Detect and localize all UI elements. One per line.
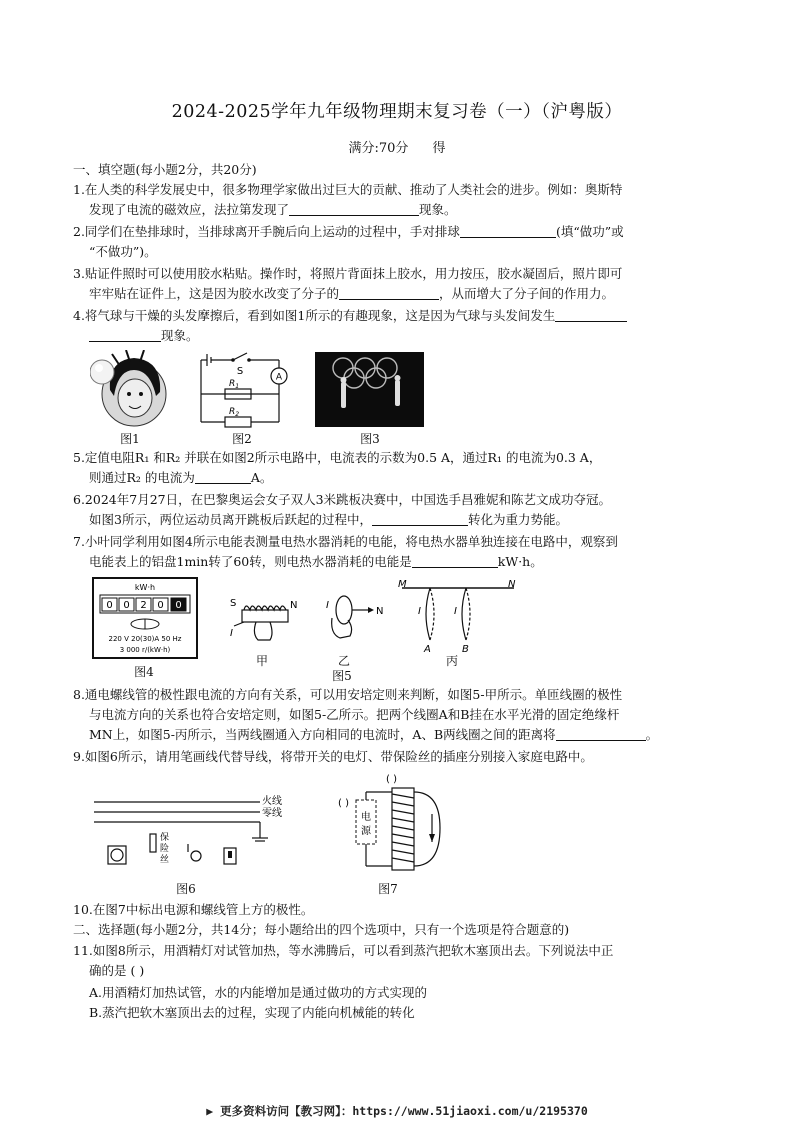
meter-digit: 0: [157, 600, 164, 611]
question-3-tail: ，从而增大了分子间的作用力。: [439, 286, 615, 301]
question-7-tail: kW·h。: [497, 554, 543, 569]
question-9-line-1: 9.如图6所示，请用笔画线代替导线，将带开关的电灯、带保险丝的插座分别接入家庭电路中。: [73, 749, 593, 764]
top-polarity-blank[interactable]: ( ): [386, 774, 397, 785]
question-4-line-1: [73, 306, 723, 326]
answer-blank[interactable]: [372, 511, 468, 526]
switch-label: S: [236, 366, 244, 377]
figure-5-caption: 图5: [332, 669, 352, 683]
question-5-line-1: 5.定值电阻R₁ 和R₂ 并联在如图2所示电路中，电流表的示数为0.5 A，通过R₁ 的电流为0.3 A，: [73, 450, 602, 465]
question-5-line-2: [89, 468, 739, 488]
neutral-wire-label: 零线: [262, 808, 282, 819]
figure-4-caption: 图4: [134, 665, 154, 679]
question-7-line-2: [89, 552, 739, 572]
question-2-text: 2.同学们在垫排球时，当排球离开手腕后向上运动的过程中，手对排球: [73, 224, 460, 239]
question-6-text: 如图3所示，两位运动员离开跳板后跃起的过程中，: [89, 512, 372, 527]
fig5-current-label: I: [230, 628, 233, 639]
coil-a-label: A: [424, 644, 431, 655]
resistor-1-symbol: R: [229, 379, 236, 389]
section-heading-fill-in: 一、填空题(每小题2分，共20分): [73, 162, 257, 177]
question-8-text: MN上，如图5-丙所示，当两线圈通入方向相同的电流时，A、B两线圈之间的距离将: [89, 727, 556, 742]
meter-digit: 0: [175, 600, 182, 611]
resistor-2-symbol: R: [229, 407, 236, 417]
score-obtained-label: 得: [432, 141, 446, 156]
question-11-option-b[interactable]: B.蒸汽把软木塞顶出去的过程，实现了内能向机械能的转化: [89, 1005, 415, 1020]
question-3-line-2: [89, 284, 739, 304]
question-3-text: 牢牢贴在证件上，这是因为胶水改变了分子的: [89, 286, 340, 301]
fig5-n-label-2: N: [376, 606, 384, 617]
ammeter-label: A: [275, 372, 283, 383]
rod-end-n: N: [508, 579, 516, 590]
answer-blank[interactable]: [339, 285, 439, 300]
question-2-line-1: [73, 222, 723, 242]
answer-blank[interactable]: [195, 469, 251, 484]
answer-blank[interactable]: [289, 201, 419, 216]
meter-digit: 0: [123, 600, 130, 611]
figure-3-caption: 图3: [360, 432, 380, 446]
question-1-text: 发现了电流的磁效应，法拉第发现了: [89, 202, 290, 217]
question-8-line-1: 8.通电螺线管的极性跟电流的方向有关系，可以用安培定则来判断，如图5-甲所示。单匝线圈的极性: [73, 687, 623, 702]
question-6-tail: 转化为重力势能。: [467, 512, 568, 527]
footer-link[interactable]: ▶ 更多资料访问【教习网】：https://www.51jiaoxi.com/u/2195370: [206, 1104, 588, 1118]
answer-blank[interactable]: [556, 726, 646, 741]
figure-1-caption: 图1: [120, 432, 140, 446]
score-line: [0, 137, 794, 156]
question-1-line-1: 1.在人类的科学发展史中，很多物理学家做出过巨大的贡献、推动了人类社会的进步。例如：奥斯特: [73, 182, 623, 197]
fuse-label-1: 保: [160, 833, 170, 843]
meter-unit: kW·h: [134, 583, 156, 592]
answer-blank[interactable]: [555, 307, 627, 322]
rod-end-m: M: [398, 579, 407, 590]
question-8-line-2: 与电流方向的关系也符合安培定则，如图5-乙所示。把两个线圈A和B挂在水平光滑的固定绝缘杆: [89, 707, 620, 722]
question-7-line-1: 7.小叶同学利用如图4所示电能表测量电热水器消耗的电能，将电热水器单独连接在电路中，观察到: [73, 534, 618, 549]
page-title: 2024-2025学年九年级物理期末复习卷（一）（沪粤版）: [171, 102, 623, 122]
figure-4-energy-meter: [92, 577, 198, 659]
question-8-line-3: [89, 725, 739, 745]
section-heading-choice: 二、选择题(每小题2分，共14分；每小题给出的四个选项中，只有一个选项是符合题意的): [73, 922, 570, 937]
full-score: 满分:70分: [348, 141, 409, 156]
figure-1-balloon-hair: [90, 350, 172, 428]
meter-revolutions: 3 000 r/(kW·h): [119, 646, 171, 654]
question-11-line-2: 确的是 ( ): [89, 963, 145, 978]
fuse-label-3: 丝: [160, 855, 170, 865]
question-7-text: 电能表上的铝盘1min转了60转，则电热水器消耗的电能是: [89, 554, 412, 569]
fig5-s-label: S: [230, 598, 237, 609]
source-polarity-blank[interactable]: ( ): [338, 798, 349, 809]
question-10-line-1: 10.在图7中标出电源和螺线管上方的极性。: [73, 902, 314, 917]
resistor-2-subscript: 2: [235, 411, 240, 418]
fig5-n-label: N: [290, 600, 298, 611]
question-11-option-a[interactable]: A.用酒精灯加热试管，水的内能增加是通过做功的方式实现的: [89, 985, 428, 1000]
fig5-current-label-2: I: [326, 600, 329, 611]
power-source-label-2: 源: [361, 826, 371, 837]
meter-spec: 220 V 20(30)A 50 Hz: [108, 635, 182, 643]
figure-6-wiring: [92, 790, 298, 876]
figure-6-caption: 图6: [176, 882, 196, 896]
figure-5-jia-label: 甲: [255, 654, 268, 668]
question-6-line-2: [89, 510, 739, 530]
question-2-tail: (填“做功”或: [555, 224, 624, 239]
question-4-text: 4.将气球与干燥的头发摩擦后，看到如图1所示的有趣现象，这是因为气球与头发间发生: [73, 308, 556, 323]
power-source-label-1: 电: [361, 812, 371, 823]
coil-a-current: I: [418, 606, 421, 617]
answer-blank[interactable]: [412, 553, 498, 568]
question-1-line-2: [89, 200, 739, 220]
coil-b-label: B: [462, 644, 469, 655]
meter-digit: 2: [140, 600, 147, 611]
figure-5-coils: [226, 578, 516, 662]
resistor-1-label: [229, 379, 239, 390]
figure-2-circuit: [193, 350, 293, 432]
meter-digit: 0: [106, 600, 113, 611]
figure-7-solenoid: [336, 770, 446, 880]
figure-5-bing-label: 丙: [445, 654, 458, 668]
question-5-tail: A。: [250, 470, 273, 485]
question-2-line-2: “不做功”)。: [89, 244, 157, 259]
figure-5-yi-label: 乙: [337, 654, 350, 668]
answer-blank[interactable]: [89, 327, 161, 342]
answer-blank[interactable]: [460, 223, 556, 238]
question-1-tail: 现象。: [419, 202, 457, 217]
figure-7-caption: 图7: [378, 882, 398, 896]
live-wire-label: 火线: [262, 796, 282, 807]
figure-3-divers-photo: [315, 352, 424, 427]
resistor-2-label: [229, 407, 239, 418]
question-5-text: 则通过R₂ 的电流为: [89, 470, 195, 485]
fuse-label-2: 险: [160, 844, 170, 854]
question-11-line-1: 11.如图8所示，用酒精灯对试管加热，等水沸腾后，可以看到蒸汽把软木塞顶出去。下列说法中正: [73, 943, 614, 958]
question-3-line-1: 3.贴证件照时可以使用胶水粘贴。操作时，将照片背面抹上胶水，用力按压，胶水凝固后，照片即可: [73, 266, 623, 281]
figure-2-caption: 图2: [232, 432, 252, 446]
question-4-tail: 现象。: [161, 328, 199, 343]
resistor-1-subscript: 1: [235, 383, 240, 390]
question-8-tail: 。: [645, 727, 659, 742]
question-6-line-1: 6.2024年7月27日，在巴黎奥运会女子双人3米跳板决赛中，中国选手昌雅妮和陈艺文成功夺冠。: [73, 492, 612, 507]
coil-b-current: I: [454, 606, 457, 617]
question-4-line-2: [89, 326, 739, 346]
